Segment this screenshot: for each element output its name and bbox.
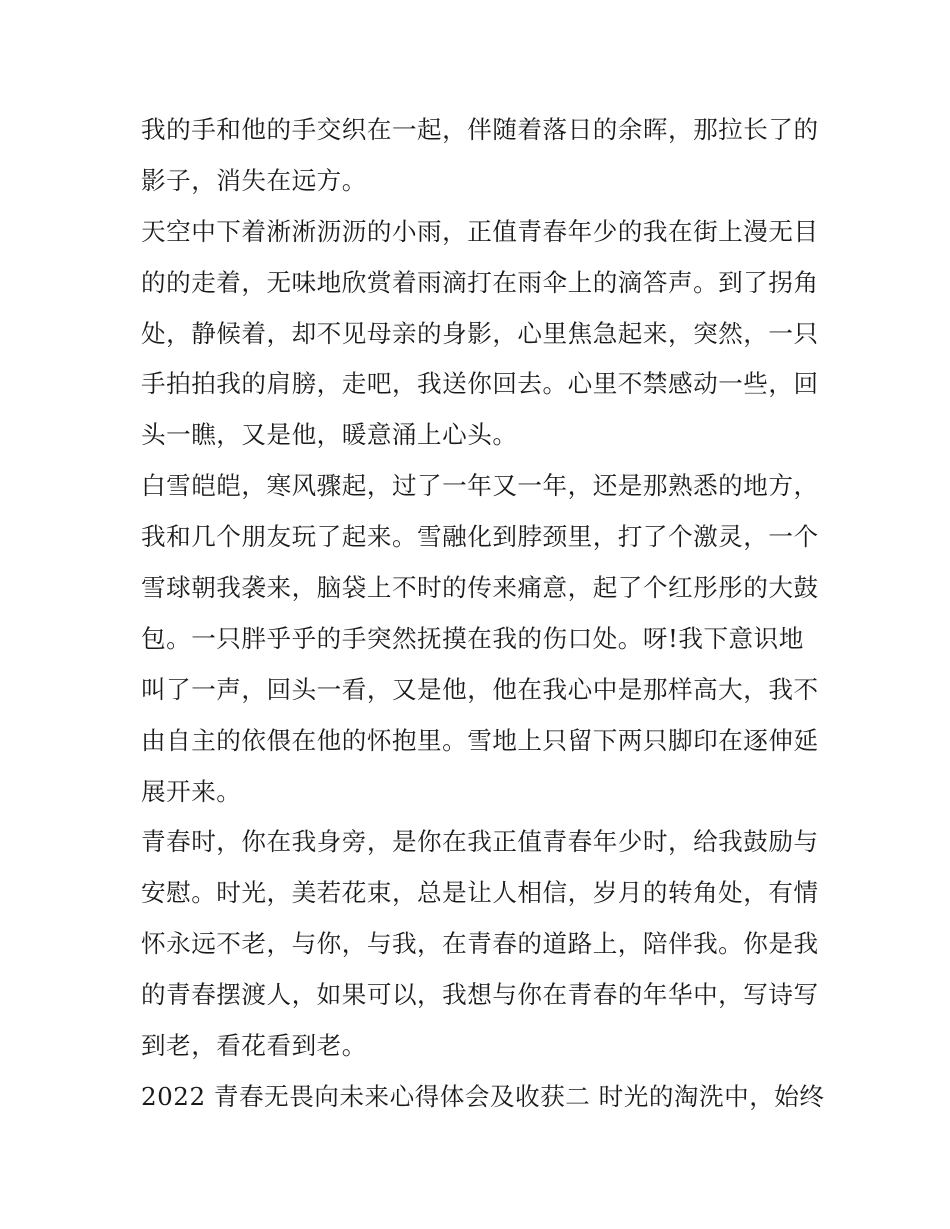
text-line: 怀永远不老，与你，与我，在青春的道路上，陪伴我。你是我 [141,929,819,959]
text-line: 的青春摆渡人，如果可以，我想与你在青春的年华中，写诗写 [141,980,819,1010]
text-line: 叫了一声，回头一看，又是他，他在我心中是那样高大，我不 [141,674,819,704]
text-line: 头一瞧，又是他，暖意涌上心头。 [141,420,518,450]
text-line: 青春时，你在我身旁，是你在我正值青春年少时，给我鼓励与 [141,827,819,857]
text-line: 安慰。时光，美若花束，总是让人相信，岁月的转角处，有情 [141,878,819,908]
text-line: 我和几个朋友玩了起来。雪融化到脖颈里，打了个激灵，一个 [141,522,819,552]
text-line: 我的手和他的手交织在一起，伴随着落日的余晖，那拉长了的 [141,115,819,144]
document-body [141,105,825,1123]
text-line: 展开来。 [141,776,242,806]
text-line: 处，静候着，却不见母亲的身影，心里焦急起来，突然，一只 [141,318,819,348]
text-line: 到老，看花看到老。 [141,1031,367,1061]
text-line: 天空中下着淅淅沥沥的小雨，正值青春年少的我在街上漫无目 [141,216,819,246]
text-line: 包。一只胖乎乎的手突然抚摸在我的伤口处。呀!我下意识地 [141,623,804,653]
text-line: 雪球朝我袭来，脑袋上不时的传来痛意，起了个红彤彤的大鼓 [141,573,819,603]
text-line: 由自主的依偎在他的怀抱里。雪地上只留下两只脚印在逐伸延 [141,725,819,755]
text-line: 手拍拍我的肩膀，走吧，我送你回去。心里不禁感动一些，回 [141,369,819,399]
text-line: 的的走着，无味地欣赏着雨滴打在雨伞上的滴答声。到了拐角 [141,267,819,297]
text-line: 2022 青春无畏向未来心得体会及收获二 时光的淘洗中，始终 [141,1081,825,1111]
text-line: 白雪皑皑，寒风骤起，过了一年又一年，还是那熟悉的地方， [141,471,819,501]
text-line: 影子，消失在远方。 [141,165,367,195]
